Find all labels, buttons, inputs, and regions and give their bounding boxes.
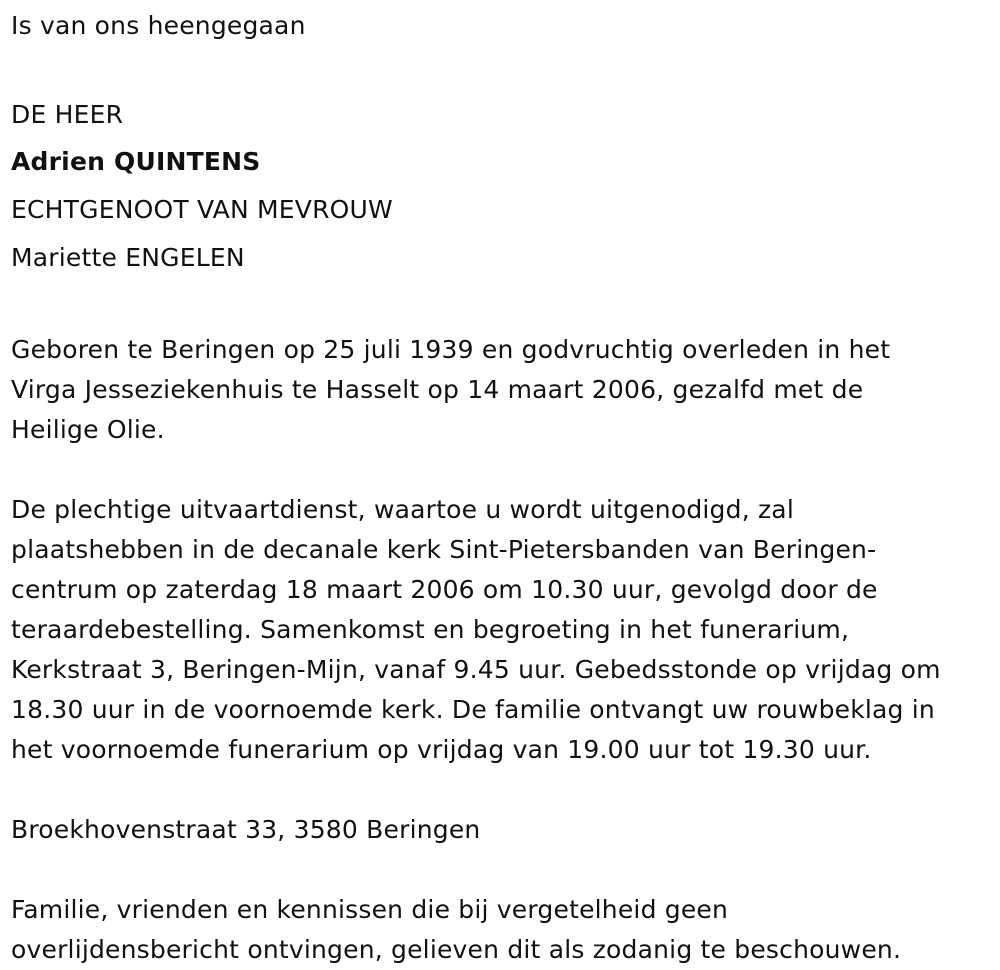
paragraph-line: centrum op zaterdag 18 maart 2006 om 10.30 uur, gevolgd door de [11,575,878,604]
honorific-title: DE HEER [11,100,124,129]
paragraph-line: teraardebestelling. Samenkomst en begroeting in het funerarium, [11,615,850,644]
paragraph-line: plaatshebben in de decanale kerk Sint-Pietersbanden van Beringen- [11,535,877,564]
paragraph-line: Geboren te Beringen op 25 juli 1939 en godvruchtig overleden in het [11,335,891,364]
paragraph-line: Virga Jesseziekenhuis te Hasselt op 14 maart 2006, gezalfd met de [11,375,864,404]
paragraph-line: Familie, vrienden en kennissen die bij vergetelheid geen [11,895,729,924]
spouse-label: ECHTGENOOT VAN MEVROUW [11,195,393,224]
spacer [11,282,986,330]
birth-paragraph [11,330,986,450]
paragraph-line: 18.30 uur in de voornoemde kerk. De familie ontvangt uw rouwbeklag in [11,695,935,724]
closing-paragraph [11,890,986,970]
intro-text: Is van ons heengegaan [11,11,306,40]
spacer [11,450,986,490]
paragraph-line: Heilige Olie. [11,415,165,444]
paragraph-line: het voornoemde funerarium op vrijdag van 19.00 uur tot 19.30 uur. [11,735,872,764]
service-paragraph [11,490,986,770]
paragraph-line: Kerkstraat 3, Beringen-Mijn, vanaf 9.45 uur. Gebedsstonde op vrijdag om [11,655,941,684]
spacer [11,770,986,810]
obituary-notice [11,0,986,970]
spacer [11,52,986,92]
deceased-name: Adrien QUINTENS [11,147,261,176]
paragraph-line: overlijdensbericht ontvingen, gelieven dit als zodanig te beschouwen. [11,935,902,964]
address-text: Broekhovenstraat 33, 3580 Beringen [11,815,481,844]
spacer [11,850,986,890]
spouse-name: Mariette ENGELEN [11,243,245,272]
paragraph-line: De plechtige uitvaartdienst, waartoe u wordt uitgenodigd, zal [11,495,794,524]
